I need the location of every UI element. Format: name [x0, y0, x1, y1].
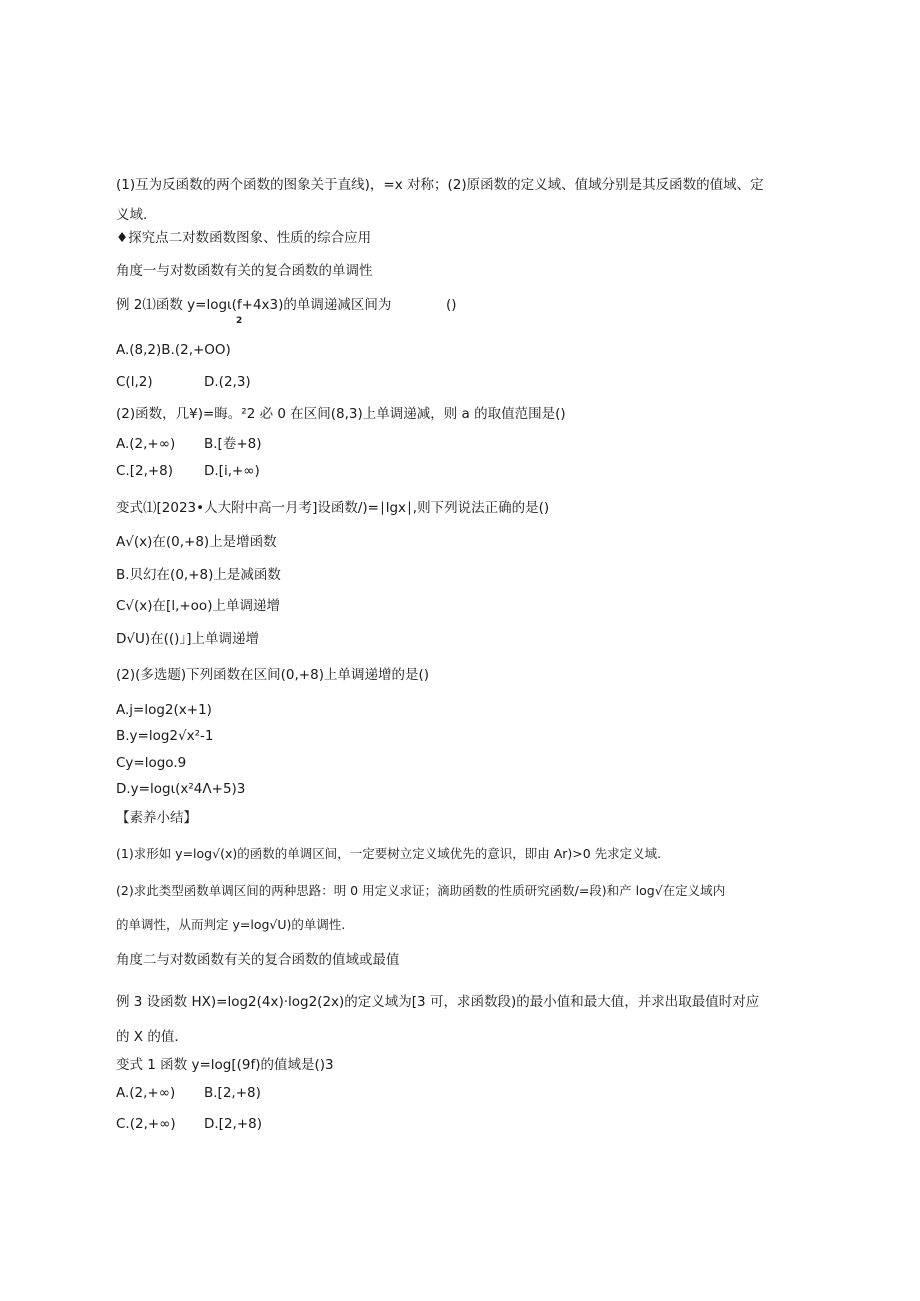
option-b: B.[2,+8): [204, 1085, 261, 1101]
example-2-question-1: 例 2⑴函数 y=logι(f+4x3)的单调递减区间为: [116, 297, 392, 313]
summary-title: 【素养小结】: [116, 810, 197, 826]
multi-choice-option: A.j=log2(x+1): [116, 702, 212, 718]
option-c: C(l,2): [116, 374, 153, 390]
option-c: C.(2,+∞): [116, 1116, 176, 1132]
variant-option: C√(x)在[l,+oo)上单调递增: [116, 598, 280, 614]
summary-paragraph-1: (1)求形如 y=log√(x)的函数的单调区间，一定要树立定义域优先的意识，即由 Ar)>0 先求定义域.: [116, 846, 662, 861]
option-a: A.(2,+∞): [116, 436, 176, 452]
section-title: ♦探究点二对数函数图象、性质的综合应用: [116, 230, 372, 246]
variant-2-question: 变式 1 函数 y=log[(9f)的值域是()3: [116, 1057, 334, 1073]
option-d: D.[i,+∞): [204, 463, 260, 479]
multi-choice-option: Cy=logo.9: [116, 755, 187, 771]
variant-option: A√(x)在(0,+8)上是增函数: [116, 534, 277, 550]
subscript-label: 2: [236, 316, 243, 326]
multi-choice-option: D.y=logι(x²4Λ+5)3: [116, 781, 246, 797]
multi-choice-option: B.y=log2√x²-1: [116, 728, 214, 744]
variant-option: B.贝幻在(0,+8)上是减函数: [116, 567, 281, 583]
example-2-question-2: (2)函数，几¥)=晦。²2 必 0 在区间(8,3)上单调递减，则 a 的取值范围是(): [116, 406, 566, 422]
note-line-1: (1)互为反函数的两个函数的图象关于直线)，=x 对称；(2)原函数的定义域、值域分别是其反函数的值域、定: [116, 177, 764, 193]
angle-two-heading: 角度二与对数函数有关的复合函数的值域或最值: [116, 952, 400, 968]
option-d: D.[2,+8): [204, 1116, 263, 1132]
variant-1-question-2: (2)(多选题)下列函数在区间(0,+8)上单调递增的是(): [116, 667, 430, 683]
option-b: B.[卷+8): [204, 436, 262, 452]
option-c: C.[2,+8): [116, 463, 174, 479]
note-line-2: 义域.: [116, 207, 148, 223]
option-a: A.(2,+∞): [116, 1085, 176, 1101]
example-3-line-1: 例 3 设函数 HX)=log2(4x)·log2(2x)的定义域为[3 可，求函数段)的最小值和最大值，并求出取最值时对应: [116, 994, 760, 1010]
option-ab: A.(8,2)B.(2,+OO): [116, 342, 231, 358]
summary-paragraph-2: (2)求此类型函数单调区间的两种思路：明 0 用定义求证；滴助函数的性质研究函数/=段)和产 log√在定义域内: [116, 883, 726, 898]
answer-bracket: (): [446, 297, 457, 313]
variant-1-question-1: 变式⑴[2023•人大附中高一月考]设函数/)=∣lgx∣,则下列说法正确的是(): [116, 500, 550, 516]
variant-option: D√U)在(()」]上单调递增: [116, 631, 259, 647]
summary-paragraph-3: 的单调性，从而判定 y=log√U)的单调性.: [116, 917, 346, 932]
example-3-line-2: 的 X 的值.: [116, 1029, 179, 1045]
angle-one-heading: 角度一与对数函数有关的复合函数的单调性: [116, 263, 373, 279]
option-d: D.(2,3): [204, 374, 251, 390]
